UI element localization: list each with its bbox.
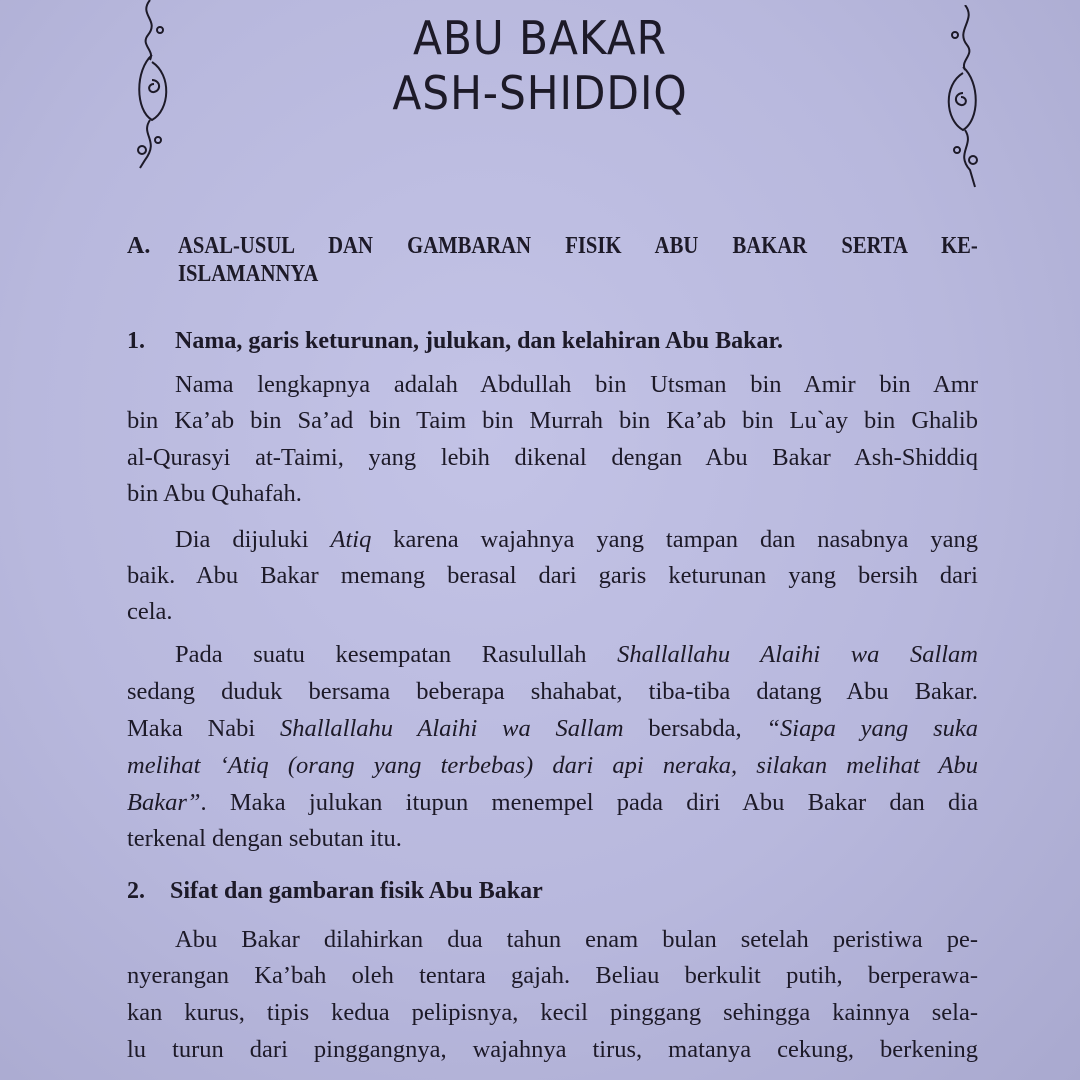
text-segment: Abu Bakar dilahirkan dua tahun enam bulan setelah peristiwa pe- (175, 926, 978, 953)
paragraph-line (127, 751, 978, 781)
chapter-title-line1: ABU BAKAR (412, 11, 668, 65)
text-segment: Pada suatu kesempatan Rasulullah (175, 641, 618, 668)
item-1-number: 1. (127, 328, 145, 354)
text-segment: al-Qurasyi at-Taimi, yang lebih dikenal dengan Abu Bakar Ash-Shiddiq (127, 444, 978, 471)
paragraph-line (127, 1035, 978, 1065)
paragraph-line (175, 925, 978, 955)
text-segment: . Maka julukan itupun menempel pada diri Abu Bakar dan dia (200, 789, 978, 816)
paragraph-line (127, 788, 978, 818)
section-a-heading-line1: ASAL-USUL DAN GAMBARAN FISIK ABU BAKAR SERTA KE- (178, 233, 978, 259)
text-segment: Maka Nabi (127, 715, 281, 742)
italic-text: melihat ‘Atiq (orang yang terbebas) dari api neraka, silakan melihat Abu (127, 752, 978, 779)
paragraph-line (127, 479, 978, 509)
italic-text: Bakar” (127, 789, 201, 816)
paragraph-line (175, 370, 978, 400)
italic-text: “Siapa yang suka (766, 715, 978, 742)
paragraph-line (127, 597, 978, 627)
paragraph-line (127, 677, 978, 707)
italic-text: Shallallahu Alaihi wa Sallam (617, 641, 979, 668)
paragraph-line (127, 824, 978, 854)
text-segment: cela. (127, 598, 173, 625)
paragraph-line (127, 714, 978, 744)
text-segment: lu turun dari pinggangnya, wajahnya tirus, matanya cekung, berkening (127, 1036, 978, 1063)
paragraph-line (175, 525, 978, 555)
italic-text: Atiq (330, 526, 372, 553)
italic-text: Shallallahu Alaihi wa Sallam (280, 715, 624, 742)
paragraph-line (127, 561, 978, 591)
item-1-heading: Nama, garis keturunan, julukan, dan kelahiran Abu Bakar. (175, 328, 783, 354)
text-segment: bersabda, (623, 715, 767, 742)
text-segment: sedang duduk bersama beberapa shahabat, tiba-tiba datang Abu Bakar. (127, 678, 978, 705)
paragraph-line (127, 443, 978, 473)
text-segment: nyerangan Ka’bah oleh tentara gajah. Beliau berkulit putih, berperawa- (127, 962, 978, 989)
text-segment: bin Ka’ab bin Sa’ad bin Taim bin Murrah bin Ka’ab bin Lu`ay bin Ghalib (127, 407, 978, 434)
paragraph-line (175, 640, 978, 670)
text-segment: Nama lengkapnya adalah Abdullah bin Utsman bin Amir bin Amr (175, 371, 978, 398)
paragraph-line (127, 998, 978, 1028)
section-a-label: A. (127, 233, 151, 259)
item-2-number: 2. (127, 878, 145, 904)
text-segment: Dia dijuluki (175, 526, 331, 553)
paragraph-line (127, 406, 978, 436)
item-2-heading: Sifat dan gambaran fisik Abu Bakar (170, 878, 543, 904)
text-segment: karena wajahnya yang tampan dan nasabnya yang (371, 526, 979, 553)
text-segment: terkenal dengan sebutan itu. (127, 825, 402, 852)
text-segment: bin Abu Quhafah. (127, 480, 302, 507)
section-a-heading-line2: ISLAMANNYA (178, 261, 319, 287)
chapter-title-line2: ASH-SHIDDIQ (392, 66, 688, 120)
text-segment: kan kurus, tipis kedua pelipisnya, kecil pinggang sehingga kainnya sela- (127, 999, 978, 1026)
text-segment: baik. Abu Bakar memang berasal dari garis keturunan yang bersih dari (127, 562, 978, 589)
paragraph-line (127, 961, 978, 991)
